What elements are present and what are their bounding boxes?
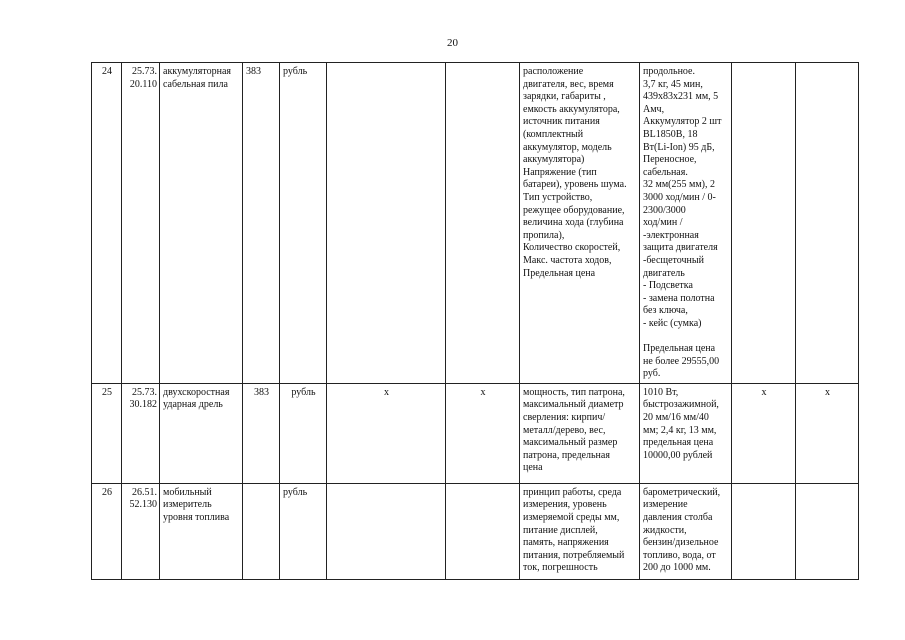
okpd-code: 26.51. 52.130 <box>122 483 160 579</box>
specification-table <box>91 62 859 580</box>
cell-col11 <box>796 63 859 384</box>
cell-col10 <box>732 63 796 384</box>
table-row <box>92 63 859 384</box>
cell-col11 <box>796 483 859 579</box>
unit-name: рубль <box>280 483 327 579</box>
row-number: 26 <box>92 483 122 579</box>
values-cell: барометрический, измерение давления столба жидкости, бензин/дизельное топливо, вода, от 200 до 1000 мм. <box>640 483 732 579</box>
cell-col6 <box>327 63 446 384</box>
okei-code: 383 <box>243 383 280 483</box>
cell-col10 <box>732 483 796 579</box>
cell-col11: х <box>796 383 859 483</box>
unit-name: рубль <box>280 383 327 483</box>
unit-name: рубль <box>280 63 327 384</box>
cell-col6 <box>327 483 446 579</box>
okei-code: 383 <box>243 63 280 384</box>
table-row <box>92 483 859 579</box>
okpd-code: 25.73. 20.110 <box>122 63 160 384</box>
values-cell: продольное. 3,7 кг, 45 мин, 439x83x231 мм, 5 Амч, Аккумулятор 2 шт BL1850B, 18 Вт(Li-Ion) 95 дБ, Переносное, сабельная. 32 мм(255 мм), 2 3000 ход/мин / 0- 2300/3000 ход/мин / -электронная защита двигателя -бесщеточный двигатель - Подсветка - замена полотна без ключа, - кейс (сумка) Предельная цена не более 29555,00 руб. <box>640 63 732 384</box>
item-name: двухскоростная ударная дрель <box>160 383 243 483</box>
item-name: мобильный измеритель уровня топлива <box>160 483 243 579</box>
okpd-code: 25.73. 30.182 <box>122 383 160 483</box>
cell-col6: х <box>327 383 446 483</box>
characteristics-cell: расположение двигателя, вес, время зарядки, габариты , емкость аккумулятора, источник питания (комплектный аккумулятор, модель аккумулятора) Напряжение (тип батареи), уровень шума. Тип устройство, режущее оборудование, величина хода (глубина пропила), Количество скоростей, Макс. частота ходов, Предельная цена <box>520 63 640 384</box>
characteristics-cell: мощность, тип патрона, максимальный диаметр сверления: кирпич/ металл/дерево, вес, максимальный размер патрона, предельная цена <box>520 383 640 483</box>
row-number: 24 <box>92 63 122 384</box>
row-number: 25 <box>92 383 122 483</box>
okei-code <box>243 483 280 579</box>
cell-col7: х <box>446 383 520 483</box>
cell-col7 <box>446 63 520 384</box>
item-name: аккумуляторная сабельная пила <box>160 63 243 384</box>
values-cell: 1010 Вт, быстрозажимной, 20 мм/16 мм/40 мм; 2,4 кг, 13 мм, предельная цена 10000,00 рублей <box>640 383 732 483</box>
cell-col7 <box>446 483 520 579</box>
cell-col10: х <box>732 383 796 483</box>
page-number: 20 <box>447 37 458 49</box>
characteristics-cell: принцип работы, среда измерения, уровень измеряемой среды мм, питание дисплей, память, напряжения питания, потребляемый ток, погрешность <box>520 483 640 579</box>
table-row <box>92 383 859 483</box>
